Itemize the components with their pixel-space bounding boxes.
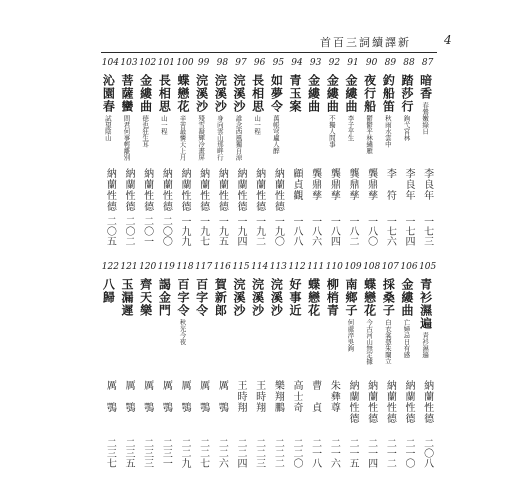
toc-entry: [119, 262, 139, 484]
entry-number: 114: [251, 262, 269, 272]
author-name: 納蘭性德: [197, 168, 209, 212]
entry-number: 109: [344, 262, 362, 272]
page-ref: 一八二: [347, 216, 358, 246]
page-ref: 二三七: [104, 438, 116, 468]
poem-title: 青玉案: [288, 74, 302, 113]
entry-number: 112: [288, 262, 306, 272]
page-header: [0, 34, 520, 48]
page-ref: 二一四: [365, 438, 377, 468]
author-name: 曹 貞: [309, 380, 321, 413]
page-ref: 二一〇: [403, 438, 414, 468]
poem-first-line: 山一程: [159, 115, 168, 135]
author-name: 龔鼎孳: [309, 168, 321, 201]
page-ref: 一八六: [309, 216, 321, 246]
page-ref: 一八八: [291, 216, 302, 246]
author-name: 納蘭性德: [141, 168, 153, 212]
entry-number: 108: [363, 262, 381, 272]
entry-number: 96: [253, 58, 266, 68]
author-name: 厲 鶚: [179, 380, 190, 413]
poem-title: 百字令: [176, 278, 190, 317]
entry-number: 89: [384, 58, 397, 68]
poem-title: 蝶戀花: [176, 74, 190, 113]
poem-title: 蝶戀花: [362, 278, 377, 317]
page-ref: 二〇五: [104, 216, 116, 246]
toc-row-1: [101, 58, 437, 258]
poem-title: 金縷曲: [306, 74, 321, 113]
toc-entry: [138, 262, 158, 484]
poem-first-line: 今古河山無定據: [365, 319, 374, 365]
poem-title: 暗香: [418, 74, 433, 100]
entry-number: 122: [101, 262, 119, 272]
entry-number: 111: [307, 262, 325, 272]
poem-first-line: 誰念西風獨自涼: [234, 115, 243, 161]
author-name: 厲 鶚: [141, 380, 153, 413]
toc-entry: [156, 58, 176, 258]
author-name: 龔鼎孳: [328, 168, 340, 201]
author-name: 厲 鶚: [123, 380, 134, 413]
page-ref: 一九〇: [272, 216, 284, 246]
book-title: 首百三詞續譯新: [320, 36, 411, 49]
page-ref: 二二二: [272, 438, 284, 468]
page-ref: 二三五: [123, 438, 134, 468]
author-name: 納蘭性德: [235, 168, 246, 212]
entry-number: 110: [325, 262, 343, 272]
entry-number: 94: [291, 58, 303, 68]
author-name: 李 符: [384, 168, 396, 201]
toc-entry: [231, 58, 251, 258]
toc-entry: [250, 58, 270, 258]
page-ref: 一九九: [179, 216, 190, 246]
poem-first-line: 青衫濕遍: [421, 332, 430, 358]
toc-entry: [287, 58, 307, 258]
poem-title: 浣溪沙: [232, 74, 246, 113]
entry-number: 93: [309, 58, 322, 68]
page-ref: 二二四: [235, 438, 246, 468]
poem-title: 釣船笛: [381, 74, 396, 113]
toc-entry: [306, 262, 326, 484]
poem-title: 長相思: [250, 74, 265, 113]
author-name: 高士奇: [291, 380, 302, 413]
author-name: 樂翔鵬: [272, 380, 284, 413]
entry-number: 106: [400, 262, 418, 272]
poem-title: 夜行船: [362, 74, 377, 113]
poem-title: 長相思: [157, 74, 172, 113]
poem-title: 浣溪沙: [232, 278, 246, 317]
poem-title: 採桑子: [381, 278, 396, 317]
toc-entry: [231, 262, 251, 484]
toc-row-2: [101, 262, 437, 484]
poem-title: 好事近: [288, 278, 302, 317]
poem-title: 玉漏遲: [120, 278, 134, 317]
toc-entry: [175, 262, 195, 484]
author-name: 納蘭性德: [123, 168, 134, 212]
entry-number: 113: [269, 262, 287, 272]
poem-first-line: 問君何事輕離別: [122, 115, 131, 161]
poem-first-line: 試望陰山: [103, 115, 112, 141]
author-name: 納蘭性德: [160, 168, 172, 212]
toc-entry: [268, 262, 288, 484]
author-name: 納蘭性德: [421, 380, 433, 424]
entry-number: 118: [176, 262, 194, 272]
toc-entry: [212, 58, 232, 258]
poem-title: 金縷曲: [325, 74, 340, 113]
poem-title: 金縷曲: [138, 74, 153, 113]
toc-entry: [287, 262, 307, 484]
entry-number: 119: [157, 262, 175, 272]
page-ref: 一七四: [403, 216, 414, 246]
entry-number: 92: [328, 58, 341, 68]
toc-entry: [175, 58, 195, 258]
toc-entry: [250, 262, 270, 484]
poem-first-line: 何處淬吳鉤: [346, 319, 355, 352]
author-name: 王時翔: [235, 380, 246, 413]
toc-entry: [399, 58, 419, 258]
entry-number: 95: [272, 58, 285, 68]
entry-number: 117: [195, 262, 213, 272]
entry-number: 101: [157, 58, 175, 68]
entry-number: 102: [139, 58, 157, 68]
poem-first-line: 秋光今夜: [178, 319, 187, 345]
entry-number: 99: [197, 58, 210, 68]
author-name: 納蘭性德: [253, 168, 265, 212]
poem-first-line: 辛苦最憐天上月: [178, 115, 187, 161]
page-ref: 二二九: [179, 438, 190, 468]
poem-title: 浣溪沙: [194, 74, 209, 113]
author-name: 王時翔: [253, 380, 265, 413]
entry-number: 104: [101, 58, 119, 68]
page-ref: 二三一: [160, 438, 172, 468]
poem-title: 謁金門: [157, 278, 172, 317]
author-name: 李良年: [403, 168, 414, 201]
poem-title: 百字令: [194, 278, 209, 317]
page-ref: 二三三: [141, 438, 153, 468]
poem-first-line: 山一程: [253, 115, 262, 135]
poem-first-line: 萬帳穹廬人醉: [271, 115, 280, 154]
poem-title: 賀新郎: [213, 278, 228, 317]
toc-entry: [362, 58, 382, 258]
toc-entry: [380, 58, 400, 258]
poem-title: 金縷曲: [400, 278, 414, 317]
toc-entry: [306, 58, 326, 258]
author-name: 納蘭性德: [179, 168, 190, 212]
author-name: 厲 鶚: [216, 380, 228, 413]
toc-entry: [212, 262, 232, 484]
page-ref: 二〇二: [123, 216, 134, 246]
page-ref: 二一八: [309, 438, 321, 468]
page-ref: 二一二: [384, 438, 396, 468]
entry-number: 116: [213, 262, 231, 272]
toc-entry: [418, 58, 438, 258]
page-ref: 二〇八: [421, 438, 433, 468]
entry-number: 120: [139, 262, 157, 272]
author-name: 厲 鶚: [104, 380, 116, 413]
poem-title: 菩薩蠻: [120, 74, 134, 113]
toc-entry: [100, 262, 120, 484]
toc-entry: [268, 58, 288, 258]
poem-first-line: 李子平生: [346, 115, 355, 141]
page-ref: 一八〇: [365, 216, 377, 246]
poem-title: 如夢令: [269, 74, 284, 113]
page-ref: 二一五: [347, 438, 358, 468]
author-name: 厲 鶚: [197, 380, 209, 413]
toc-entry: [343, 262, 363, 484]
page-ref: 二二〇: [291, 438, 302, 468]
author-name: 納蘭性德: [365, 380, 377, 424]
entry-number: 107: [381, 262, 399, 272]
page-ref: 一七三: [421, 216, 433, 246]
entry-number: 105: [419, 262, 437, 272]
page-ref: 二二三: [253, 438, 265, 468]
page-ref: 一七六: [384, 216, 396, 246]
toc-entry: [324, 58, 344, 258]
poem-first-line: 不獨人間事: [327, 115, 336, 148]
toc-entry: [138, 58, 158, 258]
author-name: 納蘭性德: [104, 168, 116, 212]
poem-first-line: 德也狂生耳: [141, 115, 150, 148]
poem-title: 浣溪沙: [213, 74, 228, 113]
author-name: 李良年: [421, 168, 433, 201]
toc-entry: [100, 58, 120, 258]
page-ref: 二〇一: [141, 216, 153, 246]
entry-number: 115: [232, 262, 250, 272]
page-ref: 二二六: [216, 438, 228, 468]
page-ref: 二一六: [328, 438, 340, 468]
toc-entry: [156, 262, 176, 484]
page-ref: 二二七: [197, 438, 209, 468]
poem-first-line: 春鶯嫩綠日: [421, 102, 430, 135]
toc-entry: [194, 262, 214, 484]
author-name: 厲 鶚: [160, 380, 172, 413]
toc-entry: [380, 262, 400, 484]
page-ref: 一九二: [253, 216, 265, 246]
author-name: 朱彝尊: [328, 380, 340, 413]
poem-title: 蝶戀花: [306, 278, 321, 317]
toc-entry: [399, 262, 419, 484]
poem-first-line: 秋雨水雲中: [383, 115, 392, 148]
author-name: 龔鼎孳: [365, 168, 377, 201]
toc-entry: [362, 262, 382, 484]
author-name: 納蘭性德: [403, 380, 414, 424]
poem-title: 沁園春: [101, 74, 116, 113]
poem-first-line: 鬱鬱平林繡雁: [365, 115, 374, 154]
page-number: 4: [444, 33, 452, 47]
poem-first-line: 亡婦忌日有感: [402, 319, 411, 358]
toc-entry: [194, 58, 214, 258]
toc-entry: [343, 58, 363, 258]
entry-number: 100: [176, 58, 194, 68]
author-name: 納蘭性德: [272, 168, 284, 212]
page-ref: 一八四: [328, 216, 340, 246]
entry-number: 97: [235, 58, 247, 68]
author-name: 龔鼎孳: [347, 168, 358, 201]
poem-title: 青衫濕遍: [418, 278, 433, 330]
toc-entry: [119, 58, 139, 258]
poem-title: 柳梢青: [325, 278, 340, 317]
poem-title: 八歸: [101, 278, 116, 304]
author-name: 納蘭性德: [216, 168, 228, 212]
poem-first-line: 鉤弋宮林: [402, 115, 411, 141]
toc-entry: [324, 262, 344, 484]
poem-first-line: 殘雪凝輝冷畫屏: [197, 115, 206, 161]
page-ref: 一九四: [235, 216, 246, 246]
entry-number: 98: [216, 58, 229, 68]
toc-entry: [418, 262, 438, 484]
entry-number: 87: [421, 58, 434, 68]
poem-title: 浣溪沙: [269, 278, 284, 317]
entry-number: 88: [403, 58, 415, 68]
entry-number: 121: [120, 262, 138, 272]
author-name: 納蘭性德: [347, 380, 358, 424]
entry-number: 90: [365, 58, 378, 68]
page-ref: 一九七: [197, 216, 209, 246]
poem-title: 浣溪沙: [250, 278, 265, 317]
poem-first-line: 白衣裳憑朱闌立: [383, 319, 392, 365]
poem-title: 踏莎行: [400, 74, 414, 113]
page-ref: 二〇〇: [160, 216, 172, 246]
page-ref: 一九五: [216, 216, 228, 246]
author-name: 顧貞觀: [291, 168, 302, 201]
poem-title: 南鄉子: [344, 278, 358, 317]
entry-number: 91: [347, 58, 359, 68]
header-rule: [101, 52, 437, 53]
poem-title: 金縷曲: [344, 74, 358, 113]
poem-first-line: 身向雲山那畔行: [215, 115, 224, 161]
poem-title: 齊天樂: [138, 278, 153, 317]
author-name: 納蘭性德: [384, 380, 396, 424]
entry-number: 103: [120, 58, 138, 68]
